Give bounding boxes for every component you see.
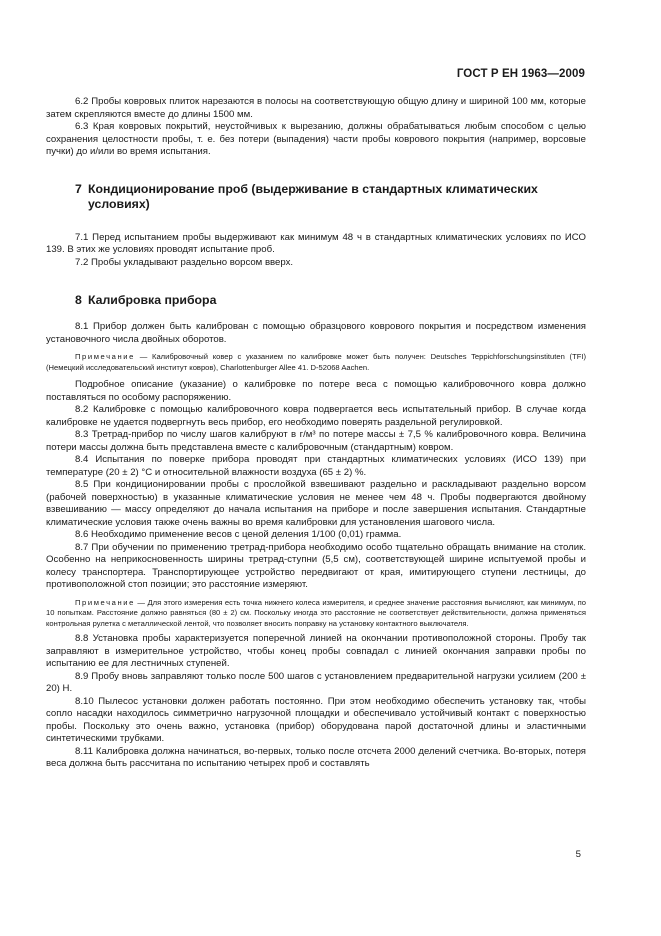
paragraph-calibration-detail: Подробное описание (указание) о калибровке по потере веса с помощью калибровочного ковра должно поставляться по особому распоряжению. <box>46 379 586 403</box>
paragraph-7-1: 7.1 Перед испытанием пробы выдерживают как минимум 48 ч в стандартных климатических условиях по ИСО 139. В этих же условиях проводят испытание проб. <box>46 231 586 255</box>
note-2 <box>46 598 586 630</box>
section-8-title: Калибровка прибора <box>88 293 217 307</box>
paragraph-8-8: 8.8 Установка пробы характеризуется поперечной линией на окончании противоположной стороны. Пробу так заправляют в измерительное устройство, чтобы конец пробы совпадал с линией окончания заправки пробы по испытанию ее для лестничных ступеней. <box>46 633 586 669</box>
paragraph-8-2: 8.2 Калибровке с помощью калибровочного ковра подвергается весь испытательный прибор. В случае когда калибровке не удается подвергнуть весь прибор, его необходимо поверять раздельной регулировкой. <box>46 404 586 428</box>
section-8-number: 8 <box>75 293 82 307</box>
paragraph-8-11: 8.11 Калибровка должна начинаться, во-первых, только после отсчета 2000 делений счетчика. Во-вторых, потеря веса должна быть рассчитана по испытанию четырех проб и составлять <box>46 745 586 769</box>
document-code-header: ГОСТ Р ЕН 1963—2009 <box>456 68 585 80</box>
section-7-heading <box>46 182 586 212</box>
paragraph-8-3: 8.3 Третрад-прибор по числу шагов калибруют в г/м³ по потере массы ± 7,5 % калибровочного ковра. Величина потери массы должна быть представлена вместе с калибровочным (стандартным) ковром. <box>46 429 586 453</box>
note-1-text: — Калибровочный ковер с указанием по калибровке может быть получен: Deutsches Teppichforschungsinstituten (TFI) (Немецкий исследовательский институт ковров), Charlottenburger Allee 41. D-52068 Aachen. <box>46 352 586 372</box>
paragraph-8-1: 8.1 Прибор должен быть калиброван с помощью образцового коврового покрытия и посредством изменения установочного числа двойных оборотов. <box>46 321 586 345</box>
paragraph-6-3: 6.3 Края ковровых покрытий, неустойчивых к вырезанию, должны обрабатываться любым способом с целью сохранения целостности пробы, т. е. без потери (выпадения) части пробы коврового покрытия (например, ворсовые пучки) до и/или во время испытания. <box>46 121 586 157</box>
paragraph-8-10: 8.10 Пылесос установки должен работать постоянно. При этом необходимо обеспечить установку так, чтобы сопло насадки находилось симметрично нагрузочной площадки и обеспечивало устойчивый контакт с поверхностью пробы. Поскольку это очень важно, установка (прибор) оборудована парой достаточной длины и эластичными синтетическими трубками. <box>46 695 586 744</box>
section-7-number: 7 <box>75 181 82 196</box>
paragraph-8-4: 8.4 Испытания по поверке прибора проводят при стандартных климатических условиях (ИСО 139) при температуре (20 ± 2) °С и относительной влажности воздуха (65 ± 2) %. <box>46 454 586 478</box>
section-7-title-line2: условиях) <box>88 196 150 211</box>
section-7-title-line1: Кондиционирование проб (выдерживание в стандартных климатических <box>88 181 538 196</box>
note-2-text: — Для этого измерения есть точка нижнего колеса измерителя, и среднее значение расстояния вычисляют, как минимум, по 10 попыткам. Расстояние должно равняться (80 ± 2) см. Поскольку иногда это расстояние не соответствует действительности, должна применяться контрольная рулетка с металлической лентой, что позволяет вносить поправку на установку контактного выключателя. <box>46 597 586 628</box>
paragraph-6-2: 6.2 Пробы ковровых плиток нарезаются в полосы на соответствующую общую длину и шириной 100 мм, которые затем скрепляются вместе до длины 1500 мм. <box>46 96 586 120</box>
section-8-heading <box>46 293 586 308</box>
page-number: 5 <box>575 849 581 860</box>
paragraph-8-7: 8.7 При обучении по применению третрад-прибора необходимо особо тщательно обращать внимание на столик. Особенно на неприкосновенность ширины третрад-ступни (5,5 см), соответствующей ширине испытуемой пробы и колесу транспортера. Транспортирующее устройство передвигают от края, имитирующего ступени лестницы, до противоположной стоп позиции; это расстояние измеряют. <box>46 541 586 590</box>
page-content <box>46 96 586 771</box>
note-1 <box>46 352 586 373</box>
note-2-label: Примечание <box>75 597 135 607</box>
paragraph-7-2: 7.2 Пробы укладывают раздельно ворсом вверх. <box>75 256 294 268</box>
paragraph-8-9: 8.9 Пробу вновь заправляют только после 500 шагов с установлением предварительной нагрузки усилием (200 ± 20) Н. <box>46 670 586 694</box>
paragraph-8-6: 8.6 Необходимо применение весов с ценой деления 1/100 (0,01) грамма. <box>75 529 402 540</box>
paragraph-8-5: 8.5 При кондиционировании пробы с прослойкой взвешивают раздельно и раскладывают раздельно ворсом (рабочей поверхностью) в указанные климатические условия не менее чем 48 ч. Пробы подвергаются двойному взвешиванию — массу определяют до начала испытания на приборе и после завершения испытания. Стандартные климатические условия также очень важны во время калибровки для установления шагового числа. <box>46 479 586 528</box>
note-1-label: Примечание <box>75 352 135 361</box>
